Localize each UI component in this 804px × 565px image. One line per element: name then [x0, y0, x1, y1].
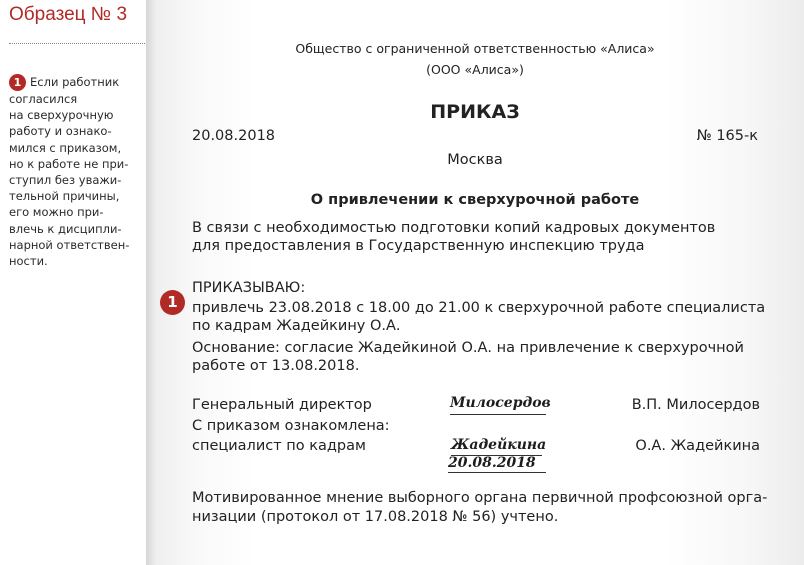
order-word: ПРИКАЗЫВАЮ:	[192, 280, 306, 296]
order-date: 20.08.2018	[192, 128, 276, 144]
side-note-line: влечь к дисципли-	[9, 221, 122, 236]
closing-line: Мотивированное мнение выборного органа первичной профсоюзной орга-	[192, 490, 768, 506]
side-note-line: согласился	[9, 92, 78, 106]
footnote-badge: 1	[9, 74, 26, 91]
side-note-line: но к работе не при-	[9, 156, 129, 171]
sample-title: Образец № 3	[9, 4, 128, 25]
director-signature: Милосердов	[450, 395, 551, 411]
date-underline	[448, 472, 546, 473]
side-note-line	[9, 74, 137, 91]
signature-underline	[450, 414, 546, 415]
director-title: Генеральный директор	[192, 397, 372, 413]
intro-line: для предоставления в Государственную инспекцию труда	[192, 238, 645, 254]
side-note-line: тельной причины,	[9, 189, 120, 204]
side-note-line: его можно при-	[9, 205, 104, 220]
employee-name: О.А. Жадейкина	[635, 438, 760, 454]
side-note-line: ности.	[9, 254, 48, 269]
side-note-line: на сверхурочную	[9, 108, 114, 123]
org-full-name: Общество с ограниченной ответственностью «Алиса»	[295, 41, 655, 56]
document-heading: ПРИКАЗ	[430, 101, 520, 123]
director-name: В.П. Милосердов	[631, 397, 760, 413]
side-note-line: ступил без уважи-	[9, 173, 122, 188]
order-line: привлечь 23.08.2018 с 18.00 до 21.00 к сверхурочной работе специалиста	[192, 300, 766, 316]
divider	[9, 43, 145, 44]
order-city: Москва	[447, 152, 503, 168]
footnote-marker-badge: 1	[160, 290, 185, 315]
acknowledgement-label: С приказом ознакомлена:	[192, 418, 390, 434]
order-subject: О привлечении к сверхурочной работе	[310, 192, 640, 208]
side-note-line: работу и ознако-	[9, 124, 112, 139]
order-line: по кадрам Жадейкину О.А.	[192, 318, 401, 334]
order-number: № 165-к	[696, 128, 758, 144]
intro-line: В связи с необходимостью подготовки копий кадровых документов	[192, 220, 716, 236]
side-note-line: нарной ответствен-	[9, 237, 130, 252]
org-short-name: (ООО «Алиса»)	[426, 62, 524, 77]
employee-title: специалист по кадрам	[192, 438, 366, 454]
side-note-text: Если работник	[30, 75, 120, 89]
employee-sign-date: 20.08.2018	[448, 455, 536, 471]
employee-signature: Жадейкина	[451, 437, 547, 453]
side-note	[9, 74, 137, 269]
basis-line: работе от 13.08.2018.	[192, 358, 360, 374]
document-page	[146, 0, 804, 565]
basis-line: Основание: согласие Жадейкиной О.А. на привлечение к сверхурочной	[192, 340, 744, 356]
side-note-line: мился с приказом,	[9, 140, 122, 155]
sidebar	[0, 0, 146, 565]
closing-line: низации (протокол от 17.08.2018 № 56) учтено.	[192, 509, 559, 525]
